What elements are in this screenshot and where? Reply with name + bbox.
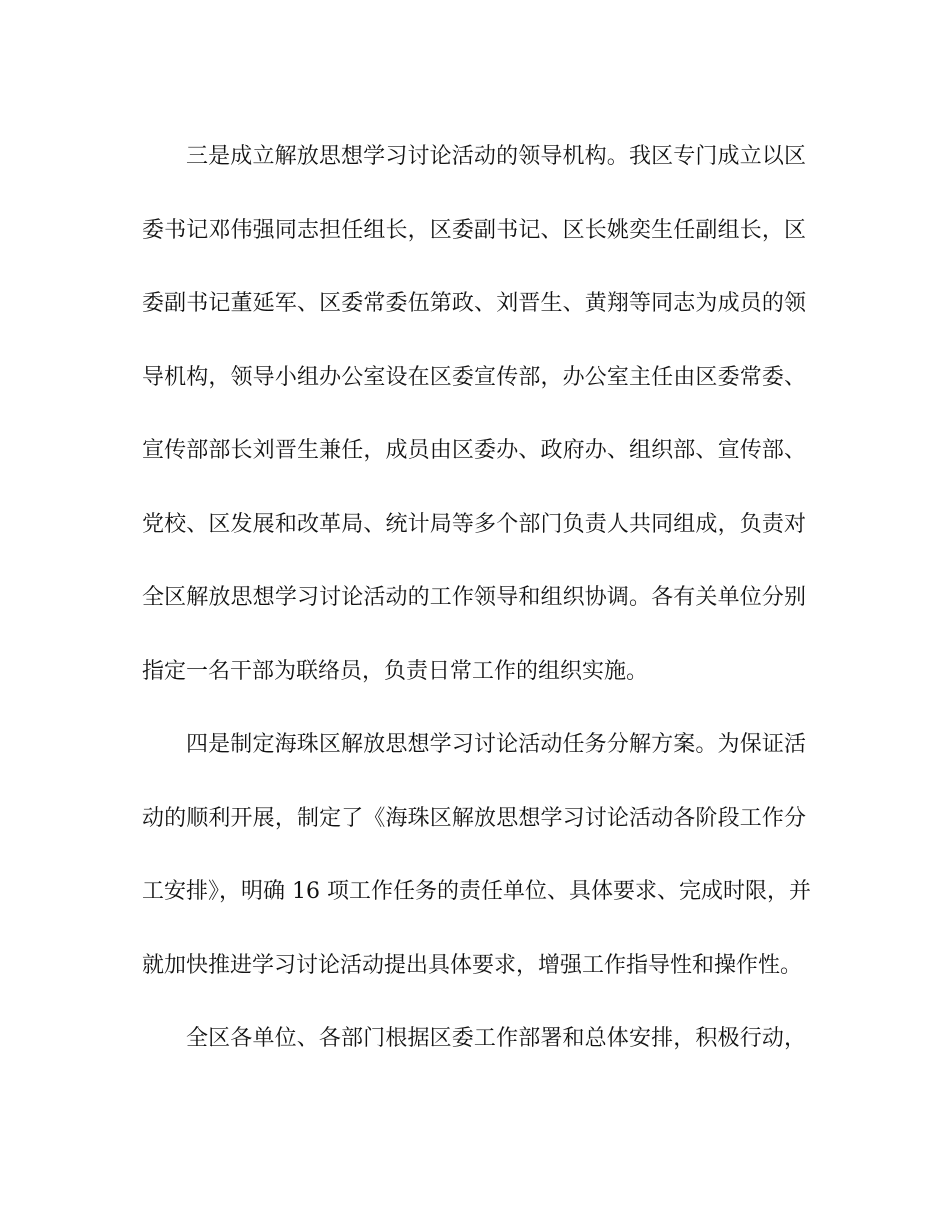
text-line: 全区各单位、各部门根据区委工作部署和总体安排，积极行动， [186, 1026, 806, 1051]
text-line: 委副书记董延军、区委常委伍第政、刘晋生、黄翔等同志为成员的领 [142, 291, 806, 316]
text-line: 三是成立解放思想学习讨论活动的领导机构。我区专门成立以区 [186, 144, 806, 169]
document-body [142, 134, 811, 1090]
text-line: 工安排》，明确 16 项工作任务的责任单位、具体要求、完成时限，并 [142, 879, 811, 904]
text-line: 四是制定海珠区解放思想学习讨论活动任务分解方案。为保证活 [186, 732, 806, 757]
paragraph-task-plan [142, 722, 811, 1016]
paragraph-leadership-body [142, 134, 806, 722]
text-line: 导机构，领导小组办公室设在区委宣传部，办公室主任由区委常委、 [142, 364, 806, 390]
paragraph-district-action [142, 1016, 806, 1090]
text-line: 党校、区发展和改革局、统计局等多个部门负责人共同组成，负责对 [142, 511, 806, 537]
text-line: 全区解放思想学习讨论活动的工作领导和组织协调。各有关单位分别 [142, 585, 806, 610]
text-line: 委书记邓伟强同志担任组长，区委副书记、区长姚奕生任副组长，区 [142, 217, 806, 243]
text-line: 动的顺利开展，制定了《海珠区解放思想学习讨论活动各阶段工作分 [142, 805, 806, 831]
text-line: 宣传部部长刘晋生兼任，成员由区委办、政府办、组织部、宣传部、 [142, 438, 806, 463]
text-line: 指定一名干部为联络员，负责日常工作的组织实施。 [142, 658, 649, 684]
text-line: 就加快推进学习讨论活动提出具体要求，增强工作指导性和操作性。 [142, 952, 803, 978]
